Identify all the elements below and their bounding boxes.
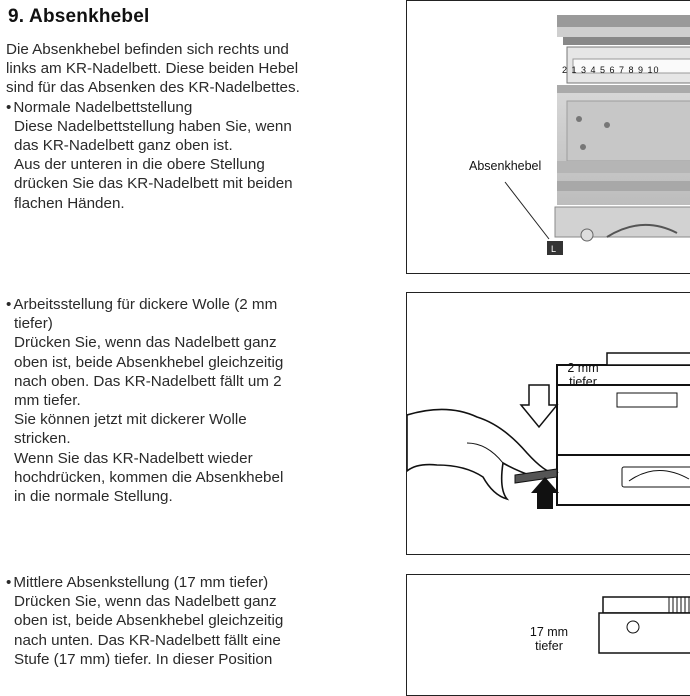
work-line: in die normale Stellung.: [14, 488, 173, 506]
work-line: stricken.: [14, 430, 71, 448]
work-line: Sie können jetzt mit dickerer Wolle: [14, 411, 247, 429]
work-line: Wenn Sie das KR-Nadelbett wieder: [14, 449, 253, 467]
work-line: nach oben. Das KR-Nadelbett fällt um 2: [14, 372, 282, 390]
work-line: oben ist, beide Absenkhebel gleichzeitig: [14, 353, 284, 371]
text-block-normal: [6, 40, 374, 213]
normal-line: Aus der unteren in die obere Stellung: [14, 156, 265, 174]
intro-line: links am KR-Nadelbett. Diese beiden Hebel: [6, 60, 299, 78]
normal-line: das KR-Nadelbett ganz oben ist.: [14, 137, 233, 155]
figure-lever-up: [406, 292, 690, 555]
text-block-middle: [6, 573, 374, 669]
machine-photo-illustration: [407, 1, 690, 273]
work-title: • Arbeitsstellung für dickere Wolle (2 mm: [6, 295, 374, 314]
work-title-cont: tiefer): [14, 315, 53, 333]
work-line: Drücken Sie, wenn das Nadelbett ganz: [14, 334, 277, 352]
middle-line: Stufe (17 mm) tiefer. In dieser Position: [14, 650, 273, 668]
normal-line: drücken Sie das KR-Nadelbett mit beiden: [14, 175, 293, 193]
middle-title: • Mittlere Absenkstellung (17 mm tiefer): [6, 573, 374, 592]
seventeen-mm-label: 17 mm tiefer: [529, 625, 569, 653]
figure-middle-position: [406, 574, 690, 696]
work-line: hochdrücken, kommen die Absenkhebel: [14, 468, 284, 486]
text-block-work: [6, 295, 374, 506]
work-line: mm tiefer.: [14, 392, 81, 410]
dial-numbers: 2 1 3 4 5 6 7 8 9 10: [562, 65, 660, 75]
normal-line: flachen Händen.: [14, 194, 125, 212]
absenkhebel-label: Absenkhebel: [469, 159, 542, 173]
normal-title: • Normale Nadelbettstellung: [6, 98, 374, 117]
two-mm-label: 2 mm tiefer: [567, 361, 599, 389]
intro-line: sind für das Absenken des KR-Nadelbettes.: [6, 79, 300, 97]
intro-line: Die Absenkhebel befinden sich rechts und: [6, 41, 289, 58]
normal-line: Diese Nadelbettstellung haben Sie, wenn: [14, 117, 292, 135]
middle-line: oben ist, beide Absenkhebel gleichzeitig: [14, 612, 284, 630]
section-heading: 9. Absenkhebel: [8, 6, 150, 27]
lever-up-illustration: [407, 293, 690, 554]
svg-text:L: L: [551, 244, 557, 254]
figure-machine-photo: [406, 0, 690, 274]
middle-line: Drücken Sie, wenn das Nadelbett ganz: [14, 593, 277, 611]
middle-line: nach unten. Das KR-Nadelbett fällt eine: [14, 631, 281, 649]
